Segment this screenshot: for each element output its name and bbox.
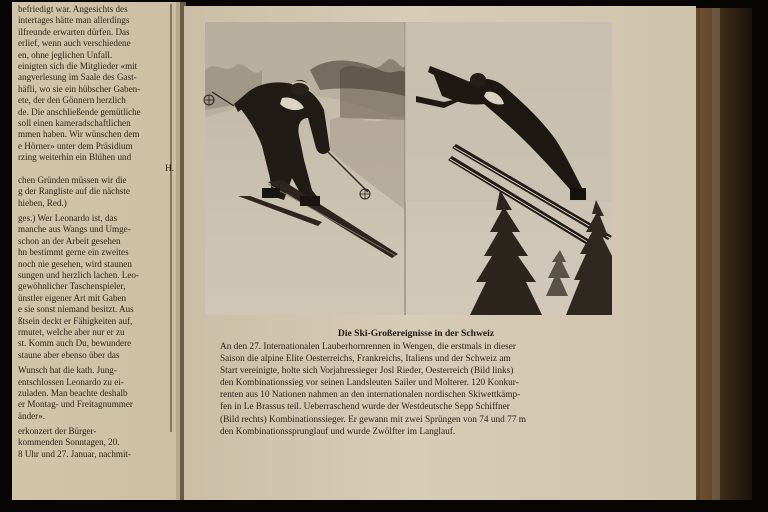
left-column-line: sungen und herzlich lachen. Leo- [18,269,139,280]
left-column-line: kommenden Sonntagen, 20. [18,437,120,448]
left-column-line: H. [165,163,174,174]
left-column-line: intertages hätte man allerdings [18,15,130,26]
caption-title: Die Ski-Großereignisse in der Schweiz [337,328,495,339]
caption-line: renten aus 10 Nationen nahmen an den internationalen nordischen Skiwettkämp- [220,390,521,401]
left-column-line: manche aus Wangs und Umge- [18,224,131,235]
left-column-line: häfli, wo sie ein hübscher Gaben- [18,83,141,94]
left-column-line: de. Die anschließende gemütliche [18,106,141,117]
left-column-line: e Hörner» unter dem Präsidium [18,140,133,151]
left-column-line: staune aber ebenso über das [18,349,120,360]
left-column-line: hieben, Red.) [18,197,67,208]
left-column-line: 8 Uhr und 27. Januar, nachmit- [18,448,132,459]
caption-line: fen in Le Brassus teil. Ueberraschend wurde der Westdeutsche Sepp Schiffner [220,402,510,413]
left-column-line: erkonzert der Bürger- [18,426,97,437]
left-column-line: befriedigt war. Angesichts des [18,4,128,14]
left-column-line: schon an der Arbeit gesehen [18,235,121,246]
left-column-line: st. Komm auch Du, bewundere [18,338,132,349]
left-column-line: änder». [18,410,46,421]
left-column-article [18,4,174,459]
caption-body [220,341,620,438]
left-column-line: angverlesung im Saale des Gast- [18,72,137,83]
left-column-line: zuladen. Man beachte deshalb [18,387,128,398]
left-column-line: mmen haben. Wir wünschen dem [18,129,140,140]
left-column-line: ges.) Wer Leonardo ist, das [18,213,118,224]
caption-line: An den 27. Internationalen Lauberhornrennen in Wengen, die erstmals in dieser [220,342,516,352]
left-column-line: e sie sonst niemand besitzt. Aus [18,304,134,315]
caption-line: Saison die alpine Elite Oesterreichs, Frankreichs, Italiens und der Schweiz am [220,354,511,365]
caption-line: Start vereinigte, holte sich Vorjahressieger Josl Rieder, Oesterreich (Bild links) [220,366,514,377]
left-column-line: soll einen kameradschaftlichen [18,117,131,128]
book-edge [690,8,752,500]
left-column-line: ilfreunde erwarten dürfen. Das [18,26,130,37]
left-column-line: noch nie gesehen, wird staunen [18,258,132,269]
caption-line: (Bild rechts) Kombinationssieger. Er gewann mit zwei Sprüngen von 74 und 77 m [220,414,526,425]
left-column-line: ünstler eigener Art mit Gaben [18,292,127,303]
left-column-line: gewöhnlicher Taschenspieler, [18,281,126,292]
left-column-line: Wunsch hat die kath. Jung- [18,365,117,376]
caption-line: den Kombinationssprunglauf und wurde Zwölfter im Langlauf. [220,426,456,437]
left-column-line: rzing weiterhin ein Blühen und [18,152,132,163]
caption-line: den Kombinationssieg vor seinen Landsleuten Sailer und Molterer. 120 Konkur- [220,378,519,389]
left-column-line: hn bestimmt gerne ein zweites [18,247,129,258]
left-column-line: en, ohne jeglichen Unfall. [18,49,113,60]
left-column-line: chen Gründen müssen wir die [18,174,127,185]
left-column-line: erlief, wenn auch verschiedene [18,38,131,49]
left-column-line: rmutet, welche aber nur er zu [18,326,125,337]
left-column-line: ßtsein deckt er Fähigkeiten auf, [18,315,133,326]
left-column-line: ete, der den Gönnern herzlich [18,95,126,106]
left-column-line: g der Rangliste auf die nächste [18,186,130,197]
left-column-line: einigten sich die Mitglieder «mit [18,60,138,71]
left-column-line: er Montag- und Freitagnummer [18,399,133,410]
left-column-line: entschlossen Leonardo zu ei- [18,376,124,387]
